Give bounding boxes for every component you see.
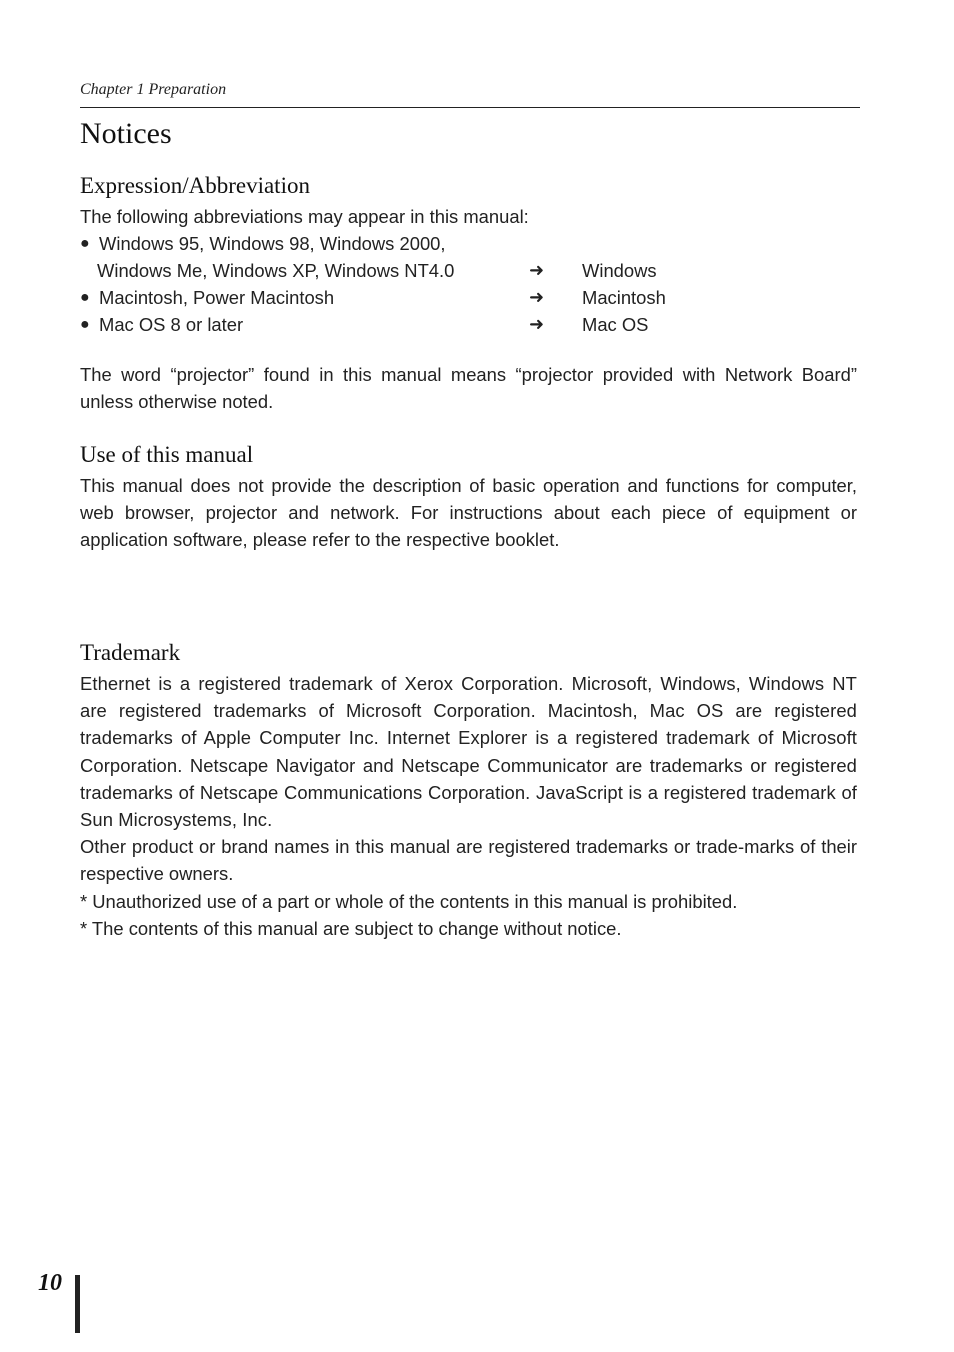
bullet-icon: ● [80, 235, 90, 252]
trademark-paragraph: Ethernet is a registered trademark of Xerox Corporation. Microsoft, Windows, Windows NT are registered trademarks of Microsoft Corporation. Macintosh, Mac OS are registered trademarks of Apple Computer Inc. Internet Explorer is a registered trademark of Microsoft Corporation. Netscape Navigator and Netscape Communicator are trademarks or registered trademarks of Netscape Communications Corporation. JavaScript is a registered trademark of Sun Microsystems, Inc. [80, 673, 857, 831]
section-heading-trademark: Trademark [80, 640, 181, 665]
trademark-paragraph: Other product or brand names in this manual are registered trademarks or trade-marks of their respective owners. [80, 836, 857, 885]
abbreviation-target: Windows [582, 260, 657, 281]
bullet-icon: ● [80, 289, 90, 306]
projector-note: The word “projector” found in this manual means “projector provided with Network Board” unless otherwise noted. [80, 364, 857, 413]
trademark-note: * The contents of this manual are subject to change without notice. [80, 917, 622, 939]
section-heading-expression: Expression/Abbreviation [80, 173, 310, 198]
use-of-manual-body: This manual does not provide the description of basic operation and functions for computer, web browser, projector and network. For instructions about each piece of equipment or application software, please refer to the respective booklet. [80, 475, 857, 551]
bullet-icon: ● [80, 316, 90, 333]
arrow-right-icon: ➜ [529, 314, 545, 334]
arrow-right-icon: ➜ [529, 287, 545, 307]
abbreviation-intro: The following abbreviations may appear in this manual: [80, 206, 529, 227]
section-heading-use-of-manual: Use of this manual [80, 442, 254, 467]
trademark-block [80, 670, 857, 942]
abbreviation-source: Macintosh, Power Macintosh [99, 287, 335, 308]
abbreviation-source: Mac OS 8 or later [99, 314, 244, 335]
abbreviation-target: Macintosh [582, 287, 666, 308]
arrow-right-icon: ➜ [529, 260, 545, 280]
page-number: 10 [38, 1270, 62, 1296]
running-head: Chapter 1 Preparation [80, 81, 227, 98]
page-number-bar [75, 1275, 80, 1333]
header-rule [80, 107, 860, 108]
abbreviation-source: Windows 95, Windows 98, Windows 2000, [99, 233, 446, 254]
abbreviation-target: Mac OS [582, 314, 649, 335]
page-title: Notices [80, 117, 172, 150]
abbreviation-source: Windows Me, Windows XP, Windows NT4.0 [97, 260, 455, 281]
trademark-note: * Unauthorized use of a part or whole of the contents in this manual is prohibited. [80, 890, 738, 912]
